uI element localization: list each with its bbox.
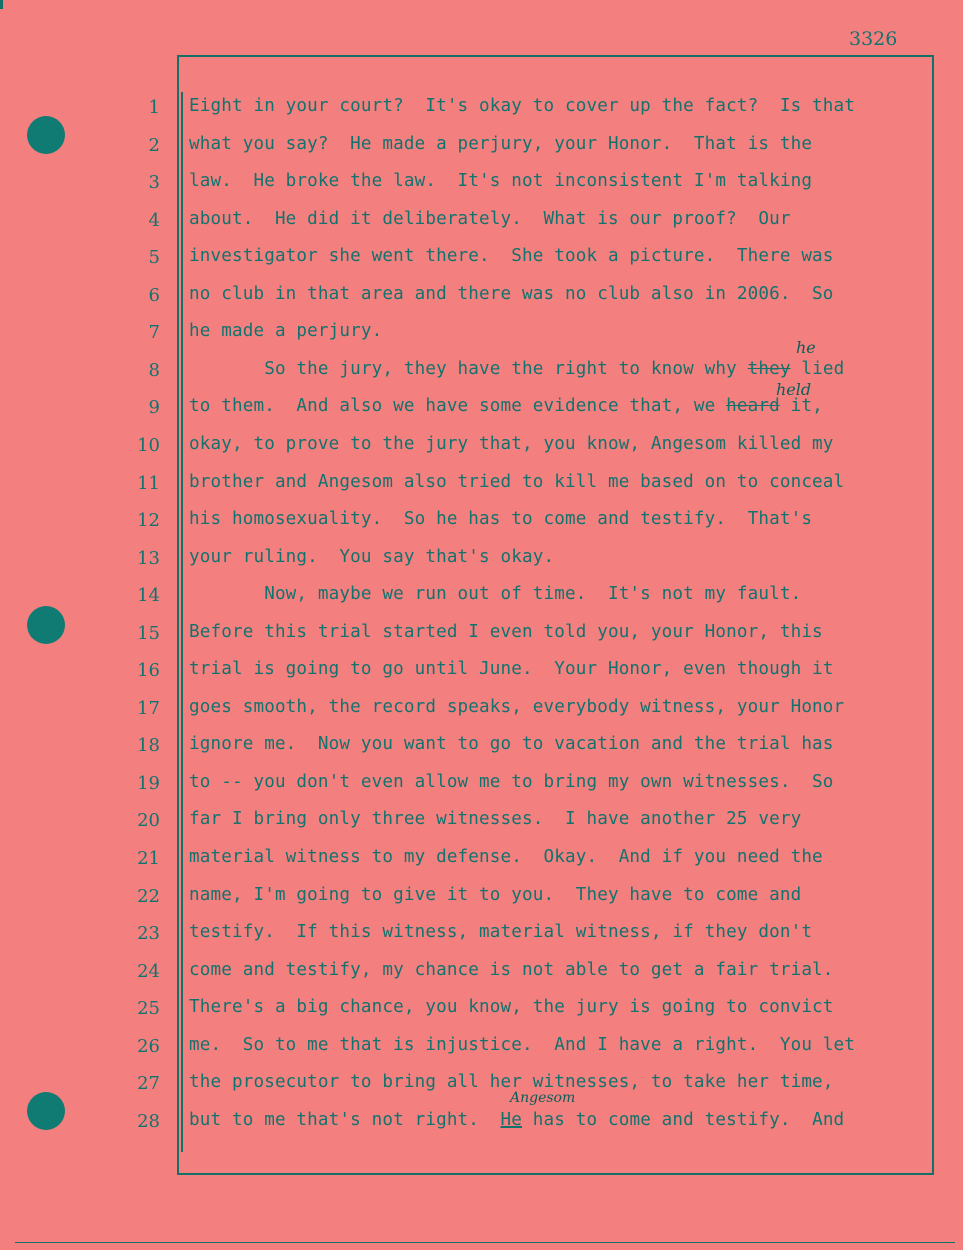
line-number: 23 [137, 923, 160, 944]
transcript-line: law. He broke the law. It's not inconsistent I'm talking [189, 171, 813, 191]
line-number: 6 [148, 285, 160, 306]
transcript-line: what you say? He made a perjury, your Honor. That is the [189, 134, 813, 154]
transcript-line: far I bring only three witnesses. I have another 25 very [189, 809, 802, 829]
line-number: 15 [137, 623, 160, 644]
page-number: 3326 [849, 28, 898, 50]
transcript-line: come and testify, my chance is not able to get a fair trial. [189, 960, 834, 980]
handwritten-correction: Angesom [510, 1090, 576, 1106]
line-number: 9 [148, 397, 160, 418]
transcript-line: he made a perjury. [189, 321, 383, 341]
transcript-line: your ruling. You say that's okay. [189, 547, 555, 567]
line-number: 25 [137, 998, 160, 1019]
transcript-line: Now, maybe we run out of time. It's not my fault. [189, 584, 802, 604]
transcript-line: to them. And also we have some evidence that, we heard it, [189, 396, 823, 416]
transcript-line: testify. If this witness, material witness, if they don't [189, 922, 813, 942]
line-number: 1 [148, 97, 160, 118]
transcript-line: okay, to prove to the jury that, you know, Angesom killed my [189, 434, 834, 454]
transcript-line: about. He did it deliberately. What is our proof? Our [189, 209, 791, 229]
transcript-line: me. So to me that is injustice. And I have a right. You let [189, 1035, 856, 1055]
transcript-line: ignore me. Now you want to go to vacation and the trial has [189, 734, 834, 754]
line-number: 14 [137, 585, 160, 606]
transcript-line: the prosecutor to bring all her witnesses, to take her time, [189, 1072, 834, 1092]
line-number: 20 [137, 810, 160, 831]
transcript-line: no club in that area and there was no club also in 2006. So [189, 284, 834, 304]
binder-hole [27, 116, 65, 154]
transcript-line: There's a big chance, you know, the jury is going to convict [189, 997, 834, 1017]
transcript-line: to -- you don't even allow me to bring my own witnesses. So [189, 772, 834, 792]
transcript-line: his homosexuality. So he has to come and testify. That's [189, 509, 813, 529]
transcript-line: goes smooth, the record speaks, everybody witness, your Honor [189, 697, 845, 717]
handwritten-correction: held [776, 380, 812, 399]
line-number: 3 [148, 172, 160, 193]
line-number: 12 [137, 510, 160, 531]
transcript-line: So the jury, they have the right to know why they lied [189, 359, 845, 379]
transcript-line: name, I'm going to give it to you. They have to come and [189, 885, 802, 905]
bottom-rule [15, 1242, 955, 1243]
line-number: 8 [148, 360, 160, 381]
handwritten-correction: he [796, 338, 816, 357]
line-number: 27 [137, 1073, 160, 1094]
transcript-line: investigator she went there. She took a picture. There was [189, 246, 834, 266]
line-number: 4 [148, 210, 160, 231]
line-number: 5 [148, 247, 160, 268]
line-number: 17 [137, 698, 160, 719]
transcript-line: trial is going to go until June. Your Honor, even though it [189, 659, 834, 679]
line-number: 16 [137, 660, 160, 681]
transcript-line: Eight in your court? It's okay to cover up the fact? Is that [189, 96, 856, 116]
binder-hole [27, 1092, 65, 1130]
corner-mark [0, 0, 3, 9]
line-number: 22 [137, 886, 160, 907]
transcript-line: Before this trial started I even told you, your Honor, this [189, 622, 823, 642]
underlined-word: He [500, 1110, 523, 1130]
struck-word: they [747, 359, 791, 379]
line-number: 24 [137, 961, 160, 982]
line-number: 28 [137, 1111, 160, 1132]
binder-hole [27, 606, 65, 644]
line-number: 7 [148, 322, 160, 343]
struck-word: heard [726, 396, 780, 416]
line-number: 26 [137, 1036, 160, 1057]
line-number: 10 [137, 435, 160, 456]
transcript-line: but to me that's not right. He has to come and testify. And [189, 1110, 845, 1130]
margin-rule [181, 92, 183, 1152]
line-number: 2 [148, 135, 160, 156]
line-number: 11 [137, 473, 160, 494]
transcript-line: brother and Angesom also tried to kill me based on to conceal [189, 472, 845, 492]
line-number: 19 [137, 773, 160, 794]
line-number: 18 [137, 735, 160, 756]
transcript-line: material witness to my defense. Okay. And if you need the [189, 847, 823, 867]
line-number: 21 [137, 848, 160, 869]
line-number: 13 [137, 548, 160, 569]
